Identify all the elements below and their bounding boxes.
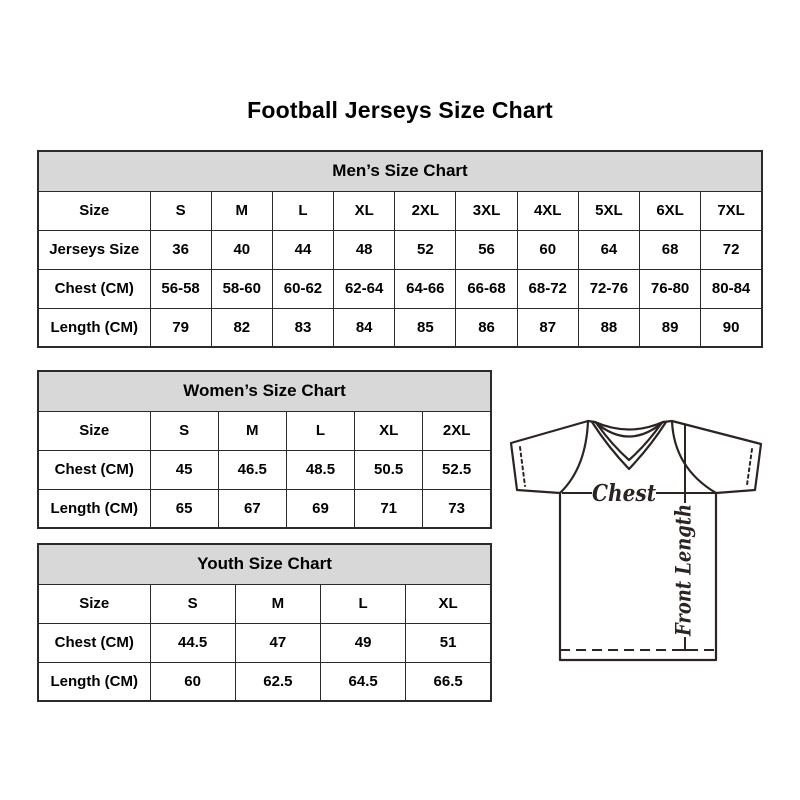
size-value-cell: 5XL <box>578 191 639 230</box>
size-value-cell: 47 <box>235 623 320 662</box>
size-value-cell: XL <box>355 411 423 450</box>
size-value-cell: 49 <box>321 623 406 662</box>
table-row <box>38 662 491 701</box>
row-label: Length (CM) <box>38 662 150 701</box>
size-value-cell: S <box>150 584 235 623</box>
womens-size-chart-table <box>37 370 492 529</box>
table-row <box>38 308 762 347</box>
size-value-cell: L <box>321 584 406 623</box>
table-header-row <box>38 151 762 191</box>
table-row <box>38 450 491 489</box>
size-value-cell: 73 <box>423 489 491 528</box>
jersey-illustration <box>505 413 767 665</box>
size-value-cell: 6XL <box>640 191 701 230</box>
size-value-cell: 68 <box>640 230 701 269</box>
row-label: Size <box>38 584 150 623</box>
size-value-cell: 52 <box>395 230 456 269</box>
table-row <box>38 623 491 662</box>
size-value-cell: 50.5 <box>355 450 423 489</box>
table-header-row <box>38 371 491 411</box>
size-value-cell: 52.5 <box>423 450 491 489</box>
size-value-cell: S <box>150 191 211 230</box>
size-value-cell: 62.5 <box>235 662 320 701</box>
size-value-cell: 64.5 <box>321 662 406 701</box>
size-value-cell: 90 <box>701 308 762 347</box>
size-value-cell: 44.5 <box>150 623 235 662</box>
size-value-cell: 88 <box>578 308 639 347</box>
size-value-cell: 64 <box>578 230 639 269</box>
row-label: Jerseys Size <box>38 230 150 269</box>
youth-size-chart-table <box>37 543 492 702</box>
size-value-cell: 40 <box>211 230 272 269</box>
row-label: Length (CM) <box>38 308 150 347</box>
size-value-cell: 80-84 <box>701 269 762 308</box>
size-value-cell: 89 <box>640 308 701 347</box>
left-shoulder-seam <box>560 421 588 493</box>
size-value-cell: 56-58 <box>150 269 211 308</box>
size-value-cell: 44 <box>272 230 333 269</box>
size-value-cell: 48 <box>334 230 395 269</box>
jersey-outline <box>511 421 761 660</box>
size-value-cell: 69 <box>286 489 354 528</box>
size-value-cell: 65 <box>150 489 218 528</box>
size-value-cell: 60-62 <box>272 269 333 308</box>
size-value-cell: 58-60 <box>211 269 272 308</box>
size-value-cell: 87 <box>517 308 578 347</box>
table-header-row <box>38 544 491 584</box>
left-cuff-stitch-line <box>520 447 525 486</box>
right-cuff-stitch-line <box>747 449 752 485</box>
row-label: Chest (CM) <box>38 269 150 308</box>
size-value-cell: 36 <box>150 230 211 269</box>
womens-table-title: Women’s Size Chart <box>38 371 491 411</box>
size-value-cell: M <box>211 191 272 230</box>
size-value-cell: 51 <box>406 623 491 662</box>
mens-table-title: Men’s Size Chart <box>38 151 762 191</box>
row-label: Chest (CM) <box>38 450 150 489</box>
chest-label: Chest <box>592 480 657 507</box>
size-value-cell: 66.5 <box>406 662 491 701</box>
size-value-cell: XL <box>334 191 395 230</box>
size-value-cell: 2XL <box>423 411 491 450</box>
size-value-cell: L <box>272 191 333 230</box>
table-row <box>38 230 762 269</box>
table-row <box>38 191 762 230</box>
size-value-cell: 4XL <box>517 191 578 230</box>
front-length-label: Front Length <box>670 481 696 636</box>
size-value-cell: 85 <box>395 308 456 347</box>
size-value-cell: 66-68 <box>456 269 517 308</box>
table-row <box>38 584 491 623</box>
size-value-cell: 62-64 <box>334 269 395 308</box>
size-value-cell: M <box>235 584 320 623</box>
size-value-cell: 71 <box>355 489 423 528</box>
size-value-cell: M <box>218 411 286 450</box>
size-value-cell: 60 <box>150 662 235 701</box>
size-value-cell: 60 <box>517 230 578 269</box>
mens-size-chart-table <box>37 150 763 348</box>
page-title: Football Jerseys Size Chart <box>247 97 553 123</box>
size-value-cell: 79 <box>150 308 211 347</box>
table-row <box>38 411 491 450</box>
size-value-cell: 48.5 <box>286 450 354 489</box>
size-value-cell: 7XL <box>701 191 762 230</box>
youth-table-title: Youth Size Chart <box>38 544 491 584</box>
table-row <box>38 269 762 308</box>
size-value-cell: 67 <box>218 489 286 528</box>
size-value-cell: 72-76 <box>578 269 639 308</box>
size-value-cell: 3XL <box>456 191 517 230</box>
size-value-cell: 46.5 <box>218 450 286 489</box>
size-value-cell: 56 <box>456 230 517 269</box>
row-label: Size <box>38 191 150 230</box>
size-value-cell: L <box>286 411 354 450</box>
size-value-cell: 86 <box>456 308 517 347</box>
size-value-cell: 64-66 <box>395 269 456 308</box>
size-value-cell: 2XL <box>395 191 456 230</box>
size-value-cell: 83 <box>272 308 333 347</box>
row-label: Size <box>38 411 150 450</box>
size-value-cell: 76-80 <box>640 269 701 308</box>
size-value-cell: 82 <box>211 308 272 347</box>
size-value-cell: 45 <box>150 450 218 489</box>
size-value-cell: XL <box>406 584 491 623</box>
row-label: Chest (CM) <box>38 623 150 662</box>
size-value-cell: 84 <box>334 308 395 347</box>
size-value-cell: 72 <box>701 230 762 269</box>
table-row <box>38 489 491 528</box>
size-value-cell: 68-72 <box>517 269 578 308</box>
size-value-cell: S <box>150 411 218 450</box>
row-label: Length (CM) <box>38 489 150 528</box>
jersey-diagram <box>505 413 767 665</box>
